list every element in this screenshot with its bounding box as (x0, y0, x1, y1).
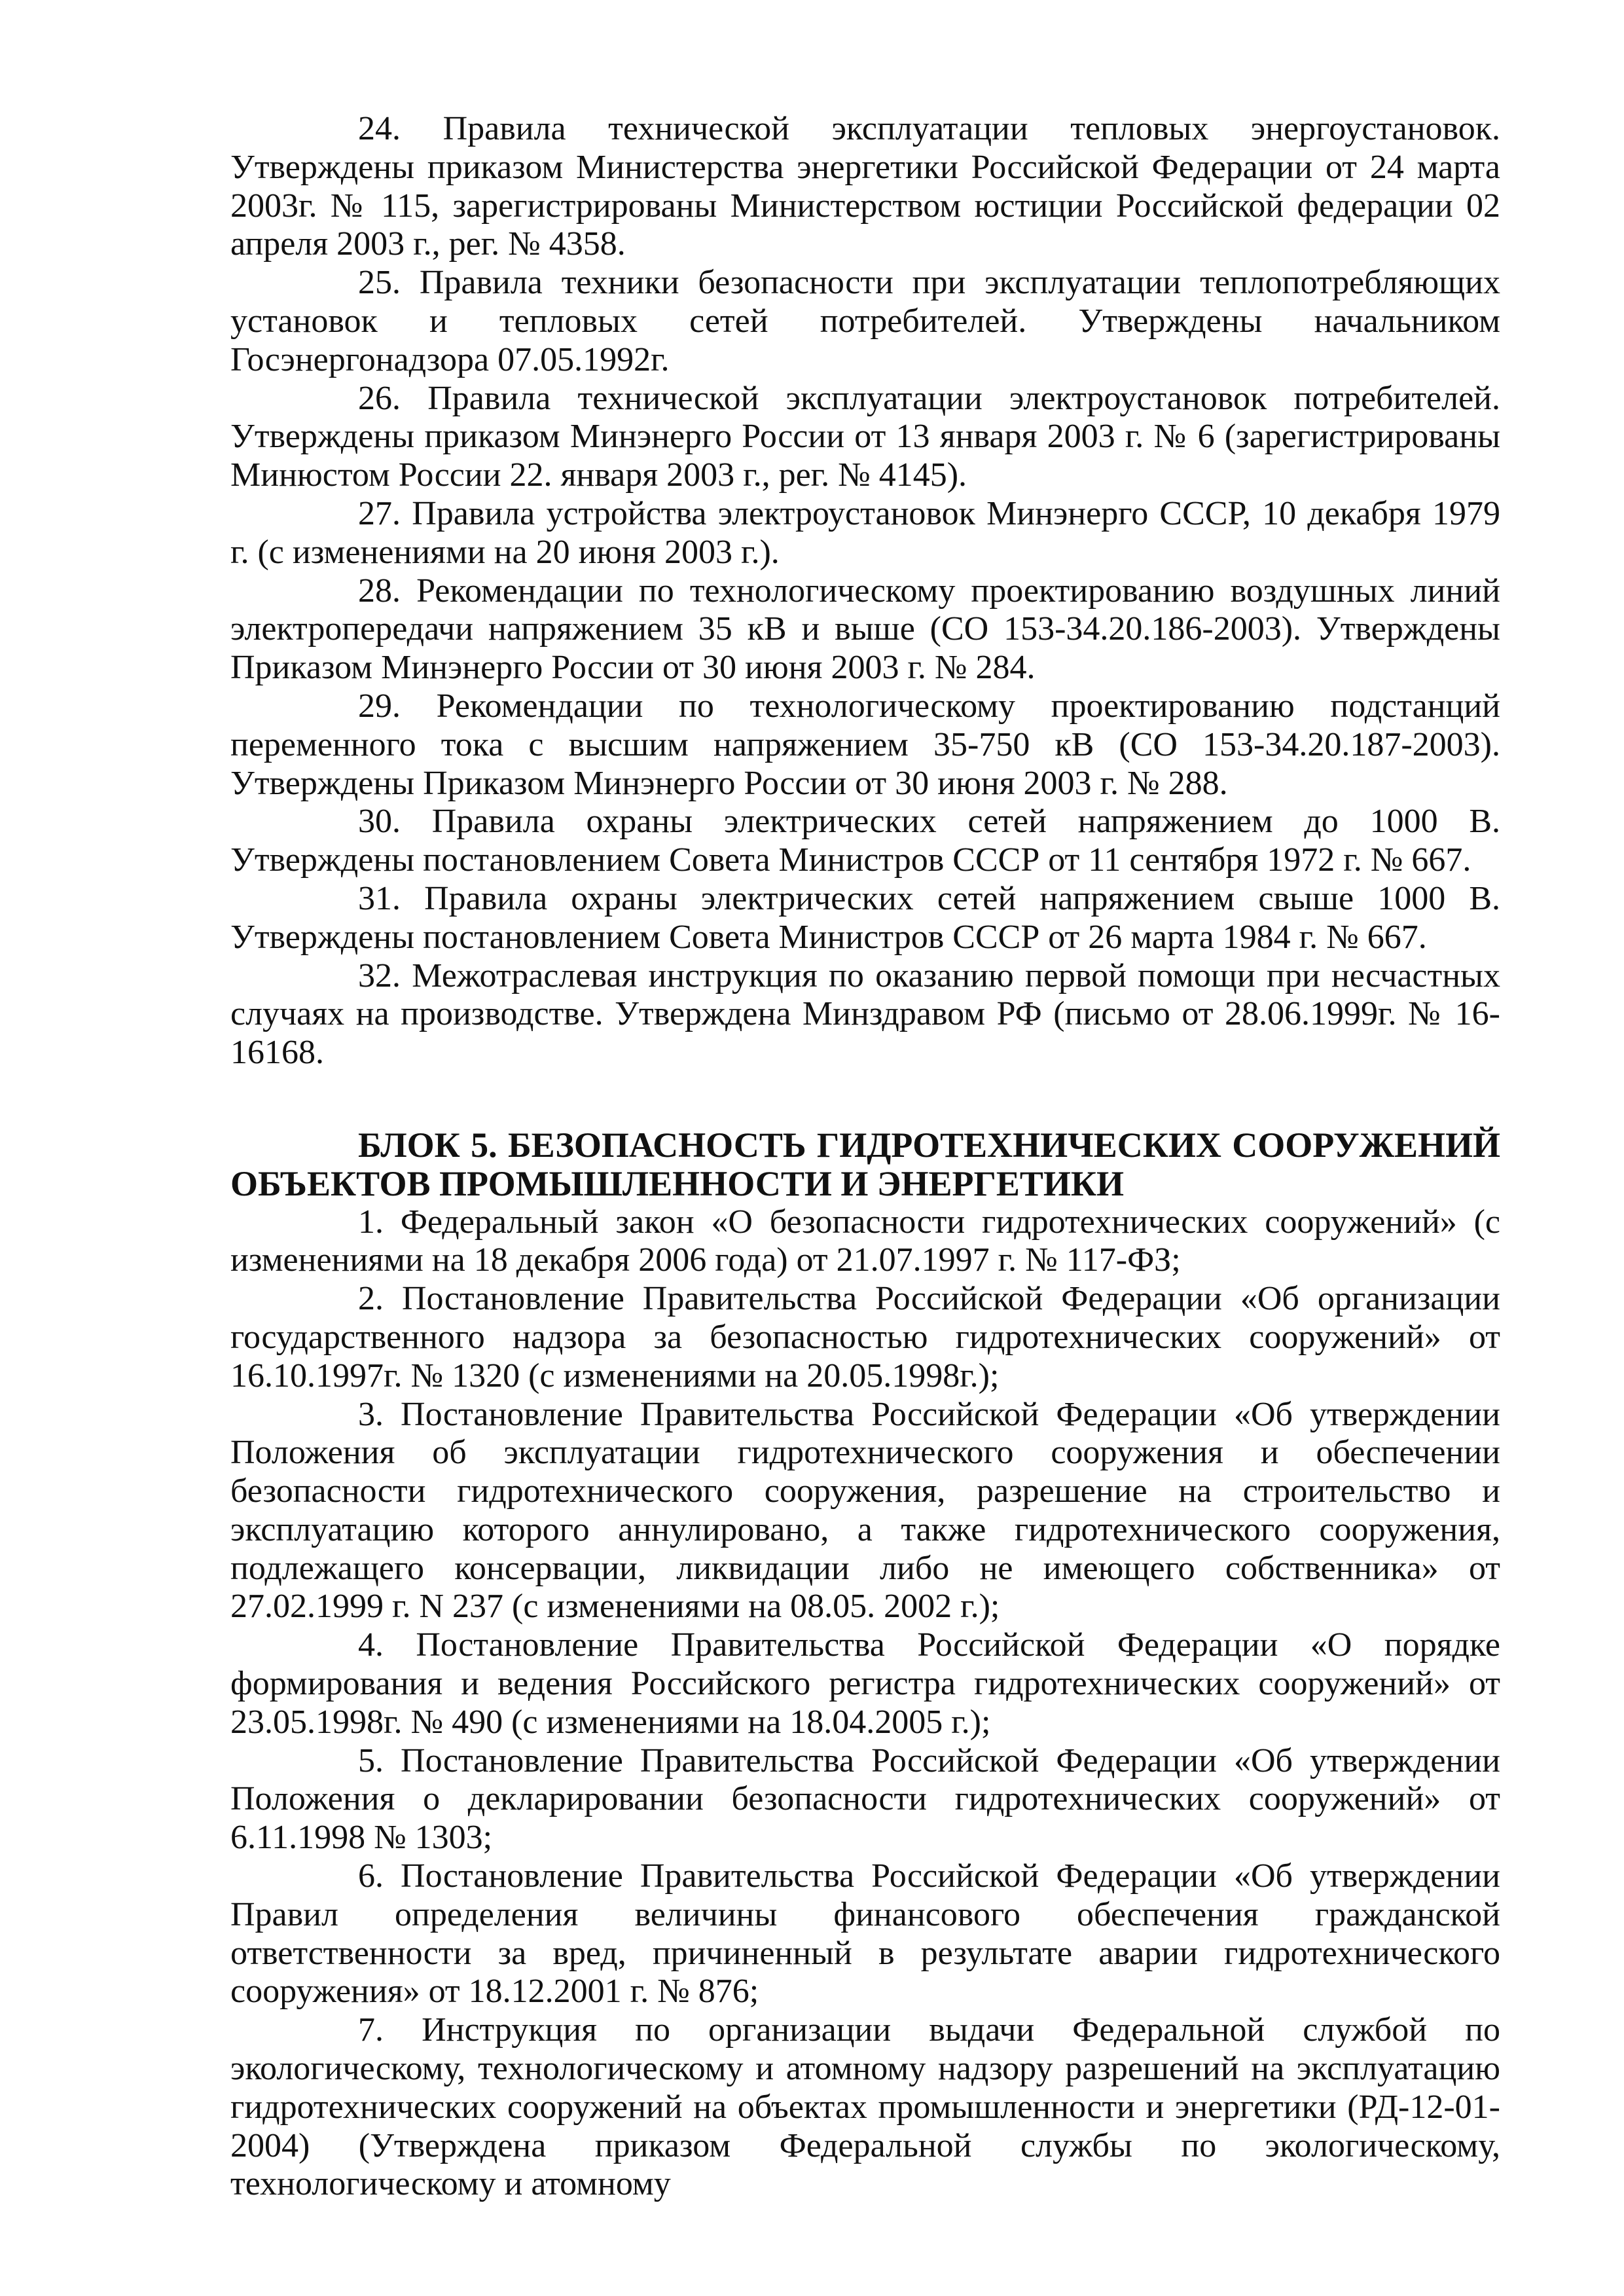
list-item-30: 30. Правила охраны электрических сетей напряжением до 1000 В. Утверждены постановлением Совета Министров СССР от 11 сентября 1972 г. № 667. (230, 803, 1500, 879)
block5-item-4: 4. Постановление Правительства Российской Федерации «О порядке формирования и ведения Российского регистра гидротехнических сооружений» от 23.05.1998г. № 490 (с изменениями на 18.04.2005 г.); (230, 1626, 1500, 1741)
block5-item-6: 6. Постановление Правительства Российской Федерации «Об утверждении Правил определения величины финансового обеспечения гражданской ответственности за вред, причиненный в результате аварии гидротехнического сооружения» от 18.12.2001 г. № 876; (230, 1857, 1500, 2011)
block5-item-5: 5. Постановление Правительства Российской Федерации «Об утверждении Положения о декларировании безопасности гидротехнических сооружений» от 6.11.1998 № 1303; (230, 1741, 1500, 1857)
list-item-28: 28. Рекомендации по технологическому проектированию воздушных линий электропередачи напряжением 35 кВ и выше (СО 153-34.20.186-2003). Утверждены Приказом Минэнерго России от 30 июня 2003 г. № 284. (230, 572, 1500, 687)
block-5-heading: БЛОК 5. БЕЗОПАСНОСТЬ ГИДРОТЕХНИЧЕСКИХ СООРУЖЕНИЙ ОБЪЕКТОВ ПРОМЫШЛЕННОСТИ И ЭНЕРГЕТИКИ (230, 1125, 1500, 1203)
list-item-32: 32. Межотраслевая инструкция по оказанию первой помощи при несчастных случаях на производстве. Утверждена Минздравом РФ (письмо от 28.06.1999г. № 16-16168. (230, 957, 1500, 1072)
block5-item-2: 2. Постановление Правительства Российской Федерации «Об организации государственного надзора за безопасностью гидротехнических сооружений» от 16.10.1997г. № 1320 (с изменениями на 20.05.1998г.); (230, 1280, 1500, 1394)
list-item-25: 25. Правила техники безопасности при эксплуатации теплопотребляющих установок и тепловых сетей потребителей. Утверждены начальником Госэнергонадзора 07.05.1992г. (230, 264, 1500, 378)
list-item-26: 26. Правила технической эксплуатации электроустановок потребителей. Утверждены приказом Минэнерго России от 13 января 2003 г. № 6 (зарегистрированы Минюстом России 22. января 2003 г., рег. № 4145). (230, 379, 1500, 494)
list-item-24: 24. Правила технической эксплуатации тепловых энергоустановок. Утверждены приказом Министерства энергетики Российской Федерации от 24 марта 2003г. № 115, зарегистрированы Министерством юстиции Российской федерации 02 апреля 2003 г., рег. № 4358. (230, 110, 1500, 263)
list-item-27: 27. Правила устройства электроустановок Минэнерго СССР, 10 декабря 1979 г. (с изменениями на 20 июня 2003 г.). (230, 494, 1500, 571)
block5-item-1: 1. Федеральный закон «О безопасности гидротехнических сооружений» (с изменениями на 18 декабря 2006 года) от 21.07.1997 г. № 117-ФЗ; (230, 1203, 1500, 1279)
list-item-29: 29. Рекомендации по технологическому проектированию подстанций переменного тока с высшим напряжением 35-750 кВ (СО 153-34.20.187-2003). Утверждены Приказом Минэнерго России от 30 июня 2003 г. № 288. (230, 687, 1500, 802)
list-item-31: 31. Правила охраны электрических сетей напряжением свыше 1000 В. Утверждены постановлением Совета Министров СССР от 26 марта 1984 г. № 667. (230, 879, 1500, 956)
document-page (230, 110, 1500, 2204)
block5-item-7: 7. Инструкция по организации выдачи Федеральной службой по экологическому, технологическому и атомному надзору разрешений на эксплуатацию гидротехнических сооружений на объектах промышленности и энергетики (РД-12-01-2004) (Утверждена приказом Федеральной службы по экологическому, технологическому и атомному (230, 2011, 1500, 2203)
block5-item-3: 3. Постановление Правительства Российской Федерации «Об утверждении Положения об эксплуатации гидротехнического сооружения и обеспечении безопасности гидротехнического сооружения, разрешение на строительство и эксплуатацию которого аннулировано, а также гидротехнического сооружения, подлежащего консервации, ликвидации либо не имеющего собственника» от 27.02.1999 г. N 237 (с изменениями на 08.05. 2002 г.); (230, 1395, 1500, 1626)
